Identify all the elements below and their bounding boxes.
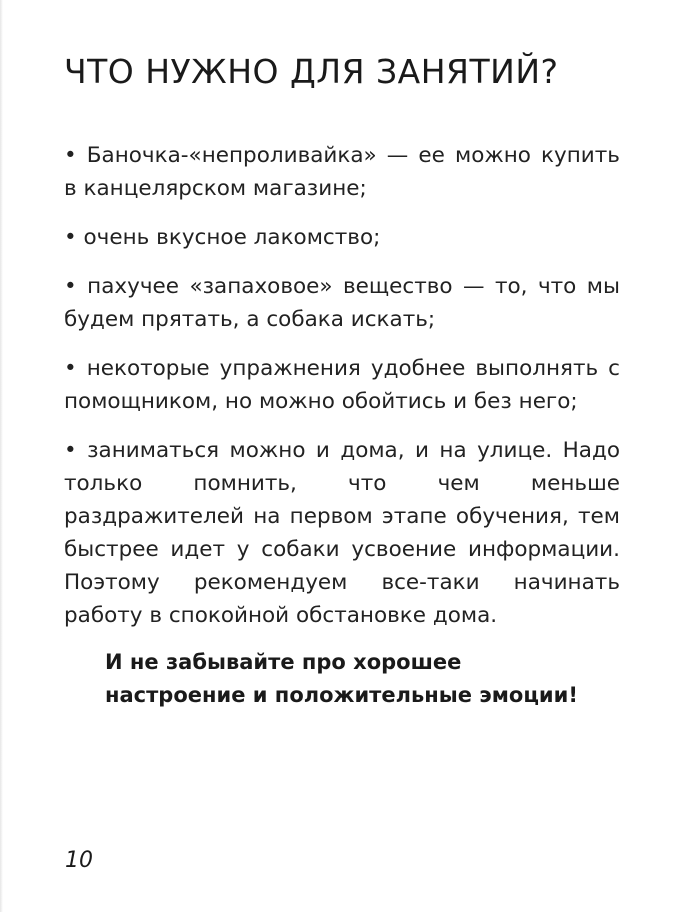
bullet-icon: • (64, 356, 77, 381)
page-title: ЧТО НУЖНО ДЛЯ ЗАНЯТИЙ? (64, 52, 559, 91)
list-item-text: пахучее «запаховое» вещество — то, что мы будем прятать, а собака искать; (64, 274, 620, 332)
page-number: 10 (65, 848, 93, 873)
bullet-icon: • (64, 438, 77, 463)
list-item (64, 139, 620, 205)
list-item-text: некоторые упражнения удобнее выполнять с помощником, но можно обойтись и без него; (64, 356, 620, 414)
requirements-list (64, 139, 620, 632)
list-item-text: очень вкусное лакомство; (83, 225, 381, 250)
bullet-icon: • (64, 274, 77, 299)
list-item-text: заниматься можно и дома, и на улице. Надо только помнить, что чем меньше раздражителей на первом этапе обучения, тем быстрее идет у собаки усвоение информации. Поэтому рекомендуем все-таки начинать работу в спокойной обстановке дома. (64, 438, 620, 628)
bullet-icon: • (64, 143, 77, 168)
bullet-icon: • (64, 225, 77, 250)
page-edge-shadow (0, 0, 3, 912)
list-item (64, 270, 620, 336)
list-item (64, 352, 620, 418)
list-item (64, 434, 620, 632)
list-item-text: Баночка-«непроливайка» — ее можно купить в канцелярском магазине; (64, 143, 620, 201)
list-item (64, 221, 620, 254)
closing-emphasis: И не забывайте про хорошее настроение и положительные эмоции! (105, 650, 578, 707)
